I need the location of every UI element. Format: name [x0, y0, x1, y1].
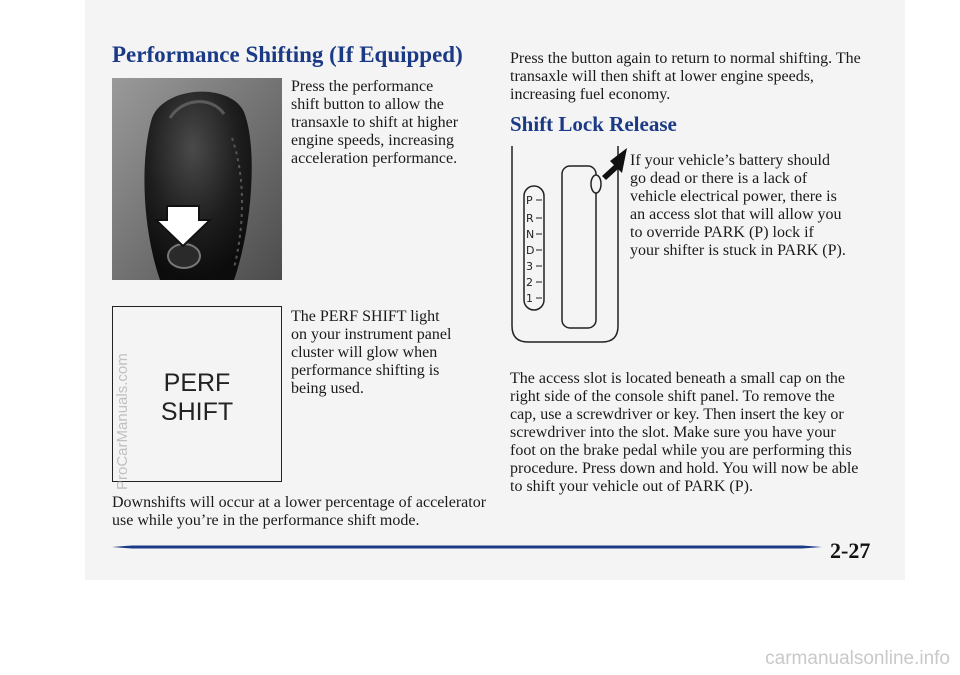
footer-rule — [112, 540, 822, 554]
shift-lock-release-heading: Shift Lock Release — [510, 112, 677, 136]
battery-paragraph: If your vehicle’s battery should go dead or there is a lack of vehicle electrical power, there is an access slot that will allow you to override PARK (P) lock if your shifter is stuck in PARK (P). — [630, 152, 846, 259]
watermark-text: ProCarManuals.com — [114, 353, 131, 490]
performance-shifting-heading: Performance Shifting (If Equipped) — [112, 42, 463, 67]
gear-label-1: 1 — [526, 292, 533, 305]
gear-label-n: N — [526, 228, 535, 241]
return-normal-paragraph: Press the button again to return to normal shifting. The transaxle will then shift at lower engine speeds, increasing fuel economy. — [510, 50, 861, 103]
perf-shift-light-label: PERF SHIFT — [160, 369, 234, 426]
shift-lock-diagram — [510, 146, 630, 344]
gear-label-3: 3 — [526, 260, 533, 273]
gear-label-d: D — [526, 244, 535, 257]
shifter-photo — [112, 78, 282, 280]
access-slot-paragraph: The access slot is located beneath a small cap on the right side of the console shift panel. To remove the cap, use a screwdriver or key. Then insert the key or screwdriver into the slot. Make sure you have your foot on the brake pedal while you are performing this procedure. Press down and hold. You will now be able to shift your vehicle out of PARK (P). — [510, 370, 859, 495]
gear-label-2: 2 — [526, 276, 533, 289]
gear-label-r: R — [526, 212, 534, 225]
perf-shift-light-illustration — [112, 306, 282, 482]
arrow-icon — [602, 148, 627, 180]
perf-shift-paragraph-1: Press the performance shift button to allow the transaxle to shift at higher engine speeds, increasing acceleration performance. — [291, 78, 459, 167]
downshifts-paragraph: Downshifts will occur at a lower percentage of accelerator use while you’re in the performance shift mode. — [112, 494, 487, 529]
footer-site-link[interactable]: carmanualsonline.info — [765, 648, 950, 669]
page-number: 2-27 — [830, 538, 871, 563]
perf-shift-paragraph-2: The PERF SHIFT light on your instrument panel cluster will glow when performance shifting is being used. — [291, 308, 452, 397]
gear-label-p: P — [526, 194, 533, 207]
